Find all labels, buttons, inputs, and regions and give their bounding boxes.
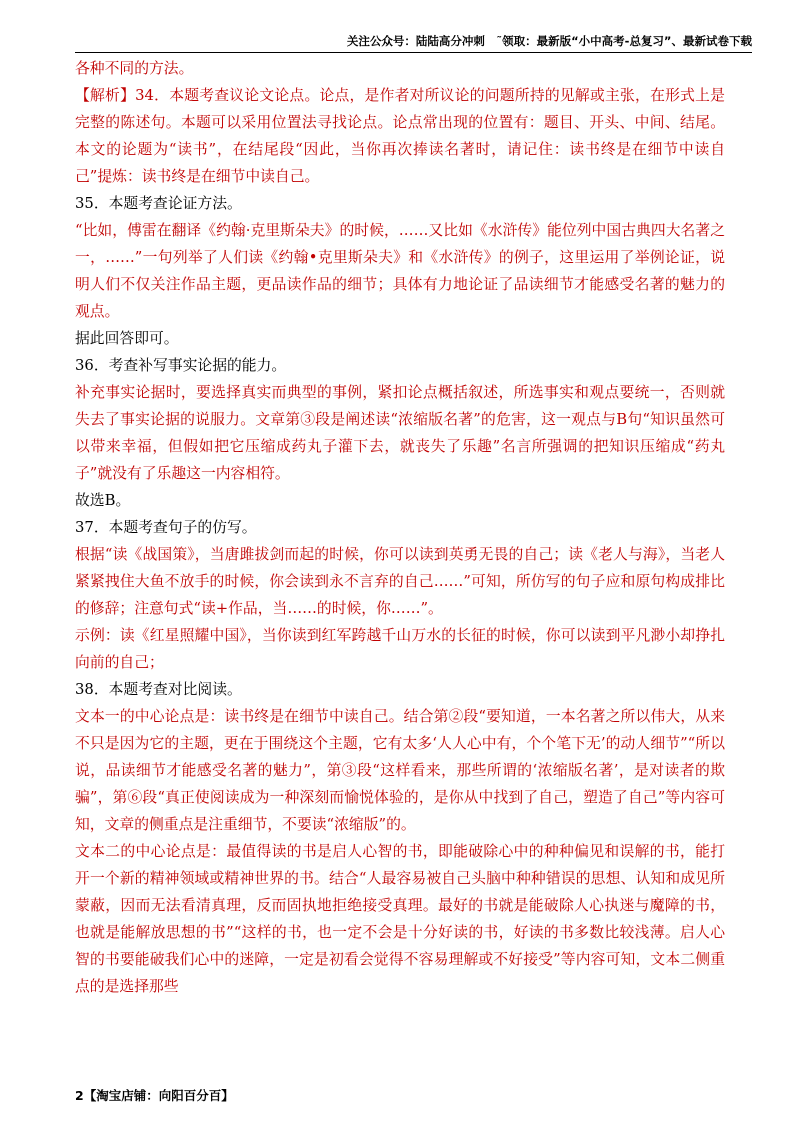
paragraph-text: 据此回答即可。 bbox=[75, 330, 179, 347]
paragraph bbox=[75, 487, 725, 514]
paragraph-text: “比如，傅雷在翻译《约翰·克里斯朵夫》的时候，……又比如《水浒传》能位列中国古典四大名著之一，……”一句列举了人们读《约翰•克里斯朵夫》和《水浒传》的例子，这里运用了举例论证，说明人们不仅关注作品主题，更品读作品的细节；具体有力地论证了品读细节才能感受名著的魅力的观点。 bbox=[75, 222, 725, 320]
paragraph-text: 文本二的中心论点是：最值得读的书是启人心智的书，即能破除心中的种种偏见和误解的书，能打开一个新的精神领域或精神世界的书。结合“人最容易被自己头脑中种种错误的思想、认知和成见所蒙蔽，因而无法看清真理，反而固执地拒绝接受真理。最好的书就是能破除人心执迷与魔障的书，也就是能解放思想的书”“这样的书，也一定不会是十分好读的书，好读的书多数比较浅薄。启人心智的书要能破我们心中的迷障，一定是初看会觉得不容易理解或不好接受”等内容可知，文本二侧重点的是选择那些 bbox=[75, 843, 725, 995]
paragraph-text: 35．本题考查论证方法。 bbox=[75, 195, 242, 212]
document-body bbox=[75, 55, 725, 1000]
paragraph bbox=[75, 190, 725, 217]
paragraph bbox=[75, 541, 725, 622]
paragraph bbox=[75, 82, 725, 190]
paragraph-text: 36．考查补写事实论据的能力。 bbox=[75, 357, 287, 374]
paragraph bbox=[75, 352, 725, 379]
paragraph-text: 34．本题考查议论文论点。论点，是作者对所议论的问题所持的见解或主张，在形式上是完整的陈述句。本题可以采用位置法寻找论点。论点常出现的位置有：题目、开头、中间、结尾。本文的论题为“读书”，在结尾段“因此，当你再次捧读名著时，请记住：读书终是在细节中读自己”提炼：读书终是在细节中读自己。 bbox=[75, 87, 725, 185]
paragraph bbox=[75, 838, 725, 1000]
paragraph bbox=[75, 217, 725, 325]
paragraph-text: 38．本题考查对比阅读。 bbox=[75, 681, 242, 698]
paragraph-text: 补充事实论据时，要选择真实而典型的事例，紧扣论点概括叙述，所选事实和观点要统一，否则就失去了事实论据的说服力。文章第③段是阐述读“浓缩版名著”的危害，这一观点与B句“知识虽然可以带来幸福，但假如把它压缩成药丸子灌下去，就丧失了乐趣”名言所强调的把知识压缩成“药丸子”就没有了乐趣这一内容相符。 bbox=[75, 384, 725, 482]
paragraph bbox=[75, 676, 725, 703]
paragraph-text: 文本一的中心论点是：读书终是在细节中读自己。结合第②段“要知道，一本名著之所以伟大，从来不只是因为它的主题，更在于围绕这个主题，它有太多‘人人心中有，个个笔下无’的动人细节”“所以说，品读细节才能感受名著的魅力”，第③段“这样看来，那些所谓的‘浓缩版名著’，是对读者的欺骗”，第⑥段“真正使阅读成为一种深刻而愉悦体验的，是你从中找到了自己，塑造了自己”等内容可知，文章的侧重点是注重细节，不要读“浓缩版”的。 bbox=[75, 708, 725, 833]
paragraph bbox=[75, 622, 725, 676]
paragraph-text: 根据“读《战国策》，当唐雎拔剑而起的时候，你可以读到英勇无畏的自己；读《老人与海》，当老人紧紧拽住大鱼不放手的时候，你会读到永不言弃的自己……”可知，所仿写的句子应和原句构成排比的修辞；注意句式“读+作品，当……的时候，你……”。 bbox=[75, 546, 725, 617]
page-header: 关注公众号：陆陆高分冲刺 ˜领取：最新版“小中高考-总复习”、最新试卷下载 bbox=[75, 34, 752, 53]
page-footer: 2【淘宝店铺：向阳百分百】 bbox=[75, 1088, 234, 1103]
paragraph bbox=[75, 55, 725, 82]
paragraph-text: 各种不同的方法。 bbox=[75, 60, 194, 77]
paragraph bbox=[75, 325, 725, 352]
paragraph-text: 故选B。 bbox=[75, 492, 131, 509]
paragraph bbox=[75, 703, 725, 838]
analysis-tag: 【解析】 bbox=[75, 87, 136, 104]
paragraph bbox=[75, 379, 725, 487]
paragraph-text: 37．本题考查句子的仿写。 bbox=[75, 519, 257, 536]
paragraph bbox=[75, 514, 725, 541]
paragraph-text: 示例：读《红星照耀中国》，当你读到红军跨越千山万水的长征的时候，你可以读到平凡渺小却挣扎向前的自己； bbox=[75, 627, 725, 671]
